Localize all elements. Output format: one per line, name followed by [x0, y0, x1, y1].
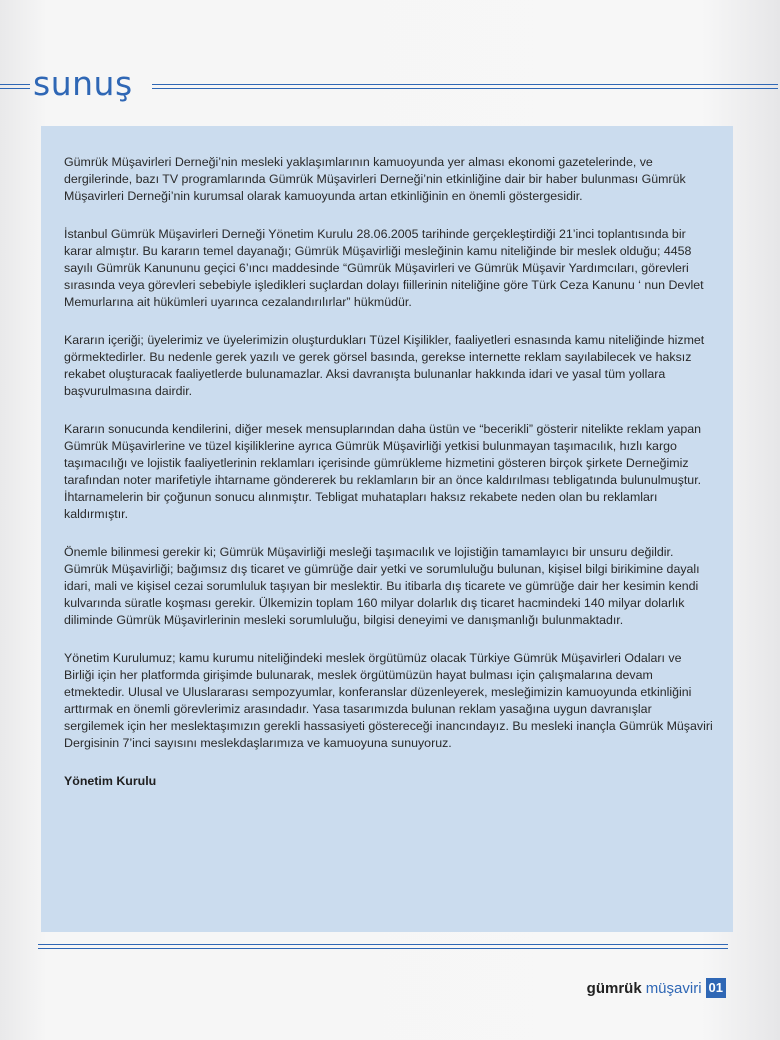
header-rule-right [152, 84, 778, 89]
footer-rule [38, 944, 728, 949]
footer-brand-light: müşaviri [645, 979, 702, 997]
paragraph-5: Önemle bilinmesi gerekir ki; Gümrük Müşavirliği mesleği taşımacılık ve lojistiğin tamamlayıcı bir unsuru değildir. Gümrük Müşavirliği; bağımsız dış ticaret ve gümrüğe dair yetki ve sorumluluğu bulunan, kişisel bilgi birikimine dayalı idari, mali ve kişisel cezai sorumluluk taşıyan bir meslektir. Bu itibarla dış ticarete ve gümrüğe dair her kesimin kendi kulvarında süratle koşması gerekir. Ülkemizin toplam 160 milyar dolarlık dış ticaret hacmindeki 140 milyar dolarlık diliminde Gümrük Müşavirlerinin mesleki sorumluluğu, bilgisi deneyimi ve danışmanlığı bulunmaktadır. [64, 545, 700, 627]
page-title: sunuş [33, 64, 133, 103]
page-footer [587, 977, 726, 999]
signature: Yönetim Kurulu [64, 774, 157, 788]
paragraph-3: Kararın içeriği; üyelerimiz ve üyelerimizin oluşturdukları Tüzel Kişilikler, faaliyetleri esnasında kamu niteliğinde hizmet görmektedirler. Bu nedenle gerek yazılı ve gerek görsel basında, gerekse internette reklam sayılabilecek ve haksız rekabet oluşturacak faaliyetlerde bulunamazlar. Aksi davranışta bulunanlar hakkında idari ve yasal tüm yollara başvurulmasına dairdir. [64, 333, 705, 398]
paragraph-6: Yönetim Kurulumuz; kamu kurumu niteliğindeki meslek örgütümüz olacak Türkiye Gümrük Müşavirleri Odaları ve Birliği için her platformda girişimde bulunarak, meslek örgütümüzün hayat bulması için çalışmalarına devam etmektedir. Ulusal ve Uluslararası sempozyumlar, konferanslar düzenleyerek, mesleğimizin kamuoyunda etkinliğini arttırmak en önemli görevlerimiz arasındadır. Yasa tasarımızda bulunan reklam yasağına uygun davranışlar sergilemek için her meslektaşımızın gerekli hassasiyeti göstereceği inancındayız. Bu mesleki inançla Gümrük Müşaviri Dergisinin 7’inci sayısını meslekdaşlarımıza ve kamuoyuna sunuyoruz. [64, 651, 713, 750]
article-body [64, 154, 714, 790]
paragraph-1: Gümrük Müşavirleri Derneği’nin mesleki yaklaşımlarının kamuoyunda yer alması ekonomi gazetelerinde, ve dergilerinde, bazı TV programlarında Gümrük Müşavirleri Derneği’nin etkinliğine dair bir haber bulunması Gümrük Müşavirleri Derneği’nin kurumsal olarak kamuoyunda artan etkinliğinin en önemli göstergesidir. [64, 155, 686, 203]
page-header [0, 64, 780, 110]
page-number: 01 [706, 978, 726, 998]
header-rule-left [0, 84, 30, 89]
paragraph-4: Kararın sonucunda kendilerini, diğer mesek mensuplarından daha üstün ve “becerikli” gösterir nitelikte reklam yapan Gümrük Müşavirlerine ve tüzel kişiliklerine ayrıca Gümrük Müşavirliği yetkisi bulunmayan taşımacılık, hızlı kargo taşımacılığı ve lojistik faaliyetlerinin reklamları içerisinde gümrükleme hizmetini gösteren birçok şirkete Derneğimiz tarafından noter marifetiyle ihtarname göndererek bu reklamların bir an önce kaldırılması tebligatında bulunulmuştur. İhtarnamelerin bir çoğunun sonucu alınmıştır. Tebligat muhatapları haksız rekabete neden olan bu reklamları kaldırmıştır. [64, 422, 702, 521]
paragraph-2: İstanbul Gümrük Müşavirleri Derneği Yönetim Kurulu 28.06.2005 tarihinde gerçekleştirdiği 21’inci toplantısında bir karar almıştır. Bu kararın temel dayanağı; Gümrük Müşavirliği mesleğinin kamu niteliğinde bir meslek olduğu; 4458 sayılı Gümrük Kanununu geçici 6’ıncı maddesinde “Gümrük Müşavirleri ve Gümrük Müşavir Yardımcıları, görevleri sırasında veya görevleri sebebiyle işledikleri suçlardan dolayı fiillerinin niteliğine göre Türk Ceza Kanunu ‘ nun Devlet Memurlarına ait hükümleri uyarınca cezalandırılırlar” hükmüdür. [64, 227, 704, 309]
footer-brand-bold: gümrük [586, 979, 642, 997]
